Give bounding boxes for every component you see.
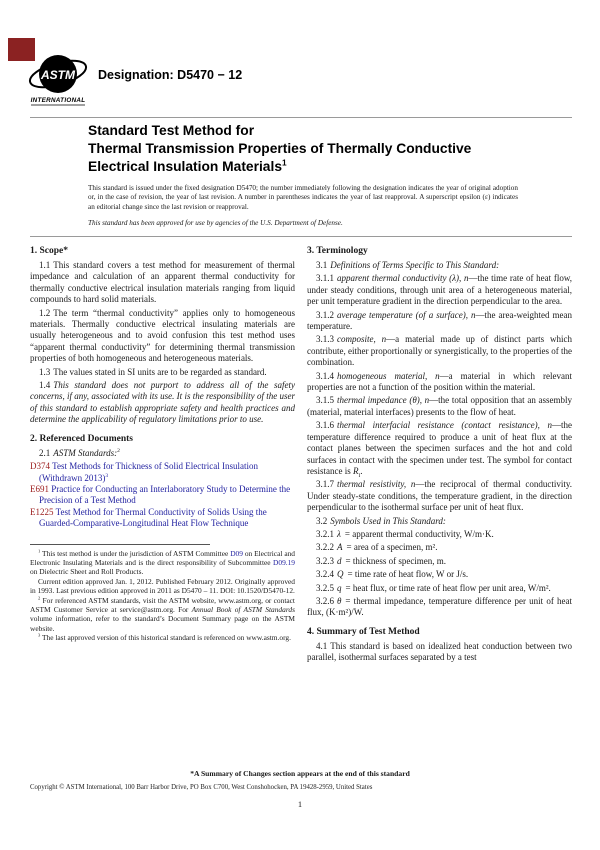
astm-logo-icon [28,50,90,113]
issue-note: This standard is issued under the fixed designation D5470; the number immediately following the designation indicates the year of original adoption or, in the case of revision, the year of last revision. A number in parentheses indicates the year of last reapproval. A superscript epsilon (ε) indicates an editorial change since the last revision or reapproval. [88,184,518,211]
designation-text: Designation: D5470 − 12 [98,68,243,82]
document-title [88,122,558,176]
symbol-3-2-6: 3.2.6 θ = thermal impedance, temperature difference per unit of heat flux, (K·m²)/W. [307,595,572,618]
definition-3-1-7: 3.1.7 thermal resistivity, n—the reciprocal of thermal conductivity. Under steady-state conditions, the temperature gradient, in the direction perpendicular to the isothermal surface per unit of heat flux. [307,479,572,513]
committee-link-d09[interactable]: D09 [230,548,243,558]
reference-link-e1225[interactable] [30,507,295,530]
section-heading-scope: 1. Scope* [30,246,68,256]
footnote-3: $^3$ The last approved version of this historical standard is referenced on www.astm.org. [38,632,291,643]
definition-3-1-4: 3.1.4 homogeneous material, n—a material in which relevant properties are not a function of the position within the material. [307,370,572,393]
header-divider [30,117,572,118]
title-line-2: Thermal Transmission Properties of Thermally Conductive [88,141,472,156]
definition-3-1-5: 3.1.5 thermal impedance (θ), n—the total opposition that an assembly (material, material interfaces) presents to the flow of heat. [307,395,572,417]
reference-link-d374[interactable] [30,461,295,484]
symbol-3-2-5: 3.2.5 q = heat flux, or time rate of heat flow per unit area, W/m². [316,582,551,593]
footnote-divider [30,544,210,545]
reference-title-e1225[interactable]: Test Method for Thermal Conductivity of Solids Using the Guarded-Comparative-Longitudinal Heat Flow Technique [39,506,267,529]
symbol-3-2-3: 3.2.3 d = thickness of specimen, m. [316,555,447,566]
reference-title-e691[interactable]: Practice for Conducting an Interlaboratory Study to Determine the Precision of a Test Method [39,483,291,506]
footnote-1-edition: Current edition approved Jan. 1, 2012. Published February 2012. Originally approved in 1993. Last previous edition approved in 2011 as D5470 – 11. DOI: 10.1520/D5470-12. [30,576,295,596]
paragraph-1-4: 1.4 This standard does not purport to address all of the safety concerns, if any, associated with its use. It is the responsibility of the user of this standard to establish appropriate safety and health practices and determine the applicability of regulatory limitations prior to use. [30,380,295,425]
title-footnote-ref: 1 [282,158,287,168]
logo-subtitle-text: INTERNATIONAL [30,97,86,104]
title-line-3: Electrical Insulation Materials$^1$ [88,158,287,174]
page-number: 1 [297,799,303,809]
dod-approval-note: This standard has been approved for use by agencies of the U.S. Department of Defense. [88,219,343,227]
symbol-3-2-1: 3.2.1 λ = apparent thermal conductivity, W/m·K. [316,528,494,539]
reference-code-e1225[interactable]: E1225 [30,506,54,517]
definition-3-1-3: 3.1.3 composite, n—a material made up of distinct parts which contribute, either proportionally or synergistically, to the properties of the combination. [307,334,572,368]
copyright-line: Copyright © ASTM International, 100 Barr Harbor Drive, PO Box C700, West Conshohocken, PA 19428-2959, United States [30,784,373,791]
reference-title-d374[interactable]: Test Methods for Thickness of Solid Electrical Insulation (Withdrawn 2013) [39,461,259,483]
definition-3-1-2: 3.1.2 average temperature (of a surface), n—the area-weighted mean temperature. [307,309,572,332]
logo-brand-text: ASTM [41,68,75,82]
section-heading-summary: 4. Summary of Test Method [307,626,420,637]
definition-3-1-1: 3.1.1 apparent thermal conductivity (λ), n—the time rate of heat flow, under steady conditions, through unit area of a heterogeneous material, per unit temperature gradient in the direction perpendicular to the area. [307,273,572,307]
footnote-1: $^1$ This test method is under the jurisdiction of ASTM Committee D09 on Electrical and Electronic Insulating Materials and is the direct responsibility of Subcommittee D09.19 on Dielectric Sheet and Roll Products. [30,548,295,577]
left-column [30,245,295,760]
preamble-divider [30,236,572,237]
paragraph-1-3: 1.3 The values stated in SI units are to be regarded as standard. [39,366,267,377]
subcommittee-link-d09-19[interactable]: D09.19 [273,557,295,567]
section-heading-terminology: 3. Terminology [307,246,368,256]
reference-code-e691[interactable]: E691 [30,483,49,494]
right-column [307,245,572,760]
section-heading-referenced-documents: 2. Referenced Documents [30,433,133,444]
footnote-2: $^2$ For referenced ASTM standards, visit the ASTM website, www.astm.org, or contact ASTM Customer Service at service@astm.org. For Annual Book of ASTM Standards volume information, refer to the standard’s Document Summary page on the ASTM website. [30,595,295,633]
reference-sup-d374: 3 [105,472,109,479]
paragraph-3-1: 3.1 Definitions of Terms Specific to This Standard: [316,260,500,270]
symbol-3-2-4: 3.2.4 Q = time rate of heat flow, W or J/s. [316,569,469,580]
summary-of-changes-note: *A Summary of Changes section appears at the end of this standard [190,769,410,778]
paragraph-1-2: 1.2 The term “thermal conductivity” applies only to homogeneous materials. Thermally conductive electrical insulating materials are usually heterogeneous and to avoid confusion this test method uses “apparent thermal conductivity” for determining thermal transmission properties of both homogeneous and heterogeneous materials. [30,307,295,364]
reference-code-d374[interactable]: D374 [30,461,50,472]
reference-link-e691[interactable] [30,484,295,507]
body-columns [30,245,572,760]
paragraph-4-1: 4.1 This standard is based on idealized heat conduction between two parallel, isothermal surfaces separated by a test [307,640,572,663]
symbol-3-2-2: 3.2.2 A = area of a specimen, m². [316,542,438,553]
definition-3-1-6: 3.1.6 thermal interfacial resistance (contact resistance), n—the temperature difference required to produce a unit of heat flux at the contact planes between the specimen surfaces and the hot and cold surfaces in contact with the specimen under test. The symbol for contact resistance is $R_I$. [307,420,572,479]
paragraph-3-2: 3.2 Symbols Used in This Standard: [316,515,446,526]
paragraph-2-1: 2.1 ASTM Standards:$^2$ [39,447,120,458]
paragraph-1-1: 1.1 This standard covers a test method for measurement of thermal impedance and calculation of an apparent thermal conductivity for thermally conductive electrical insulation materials ranging from liquid compounds to hard solid materials. [30,260,295,305]
title-line-1: Standard Test Method for [88,123,255,138]
